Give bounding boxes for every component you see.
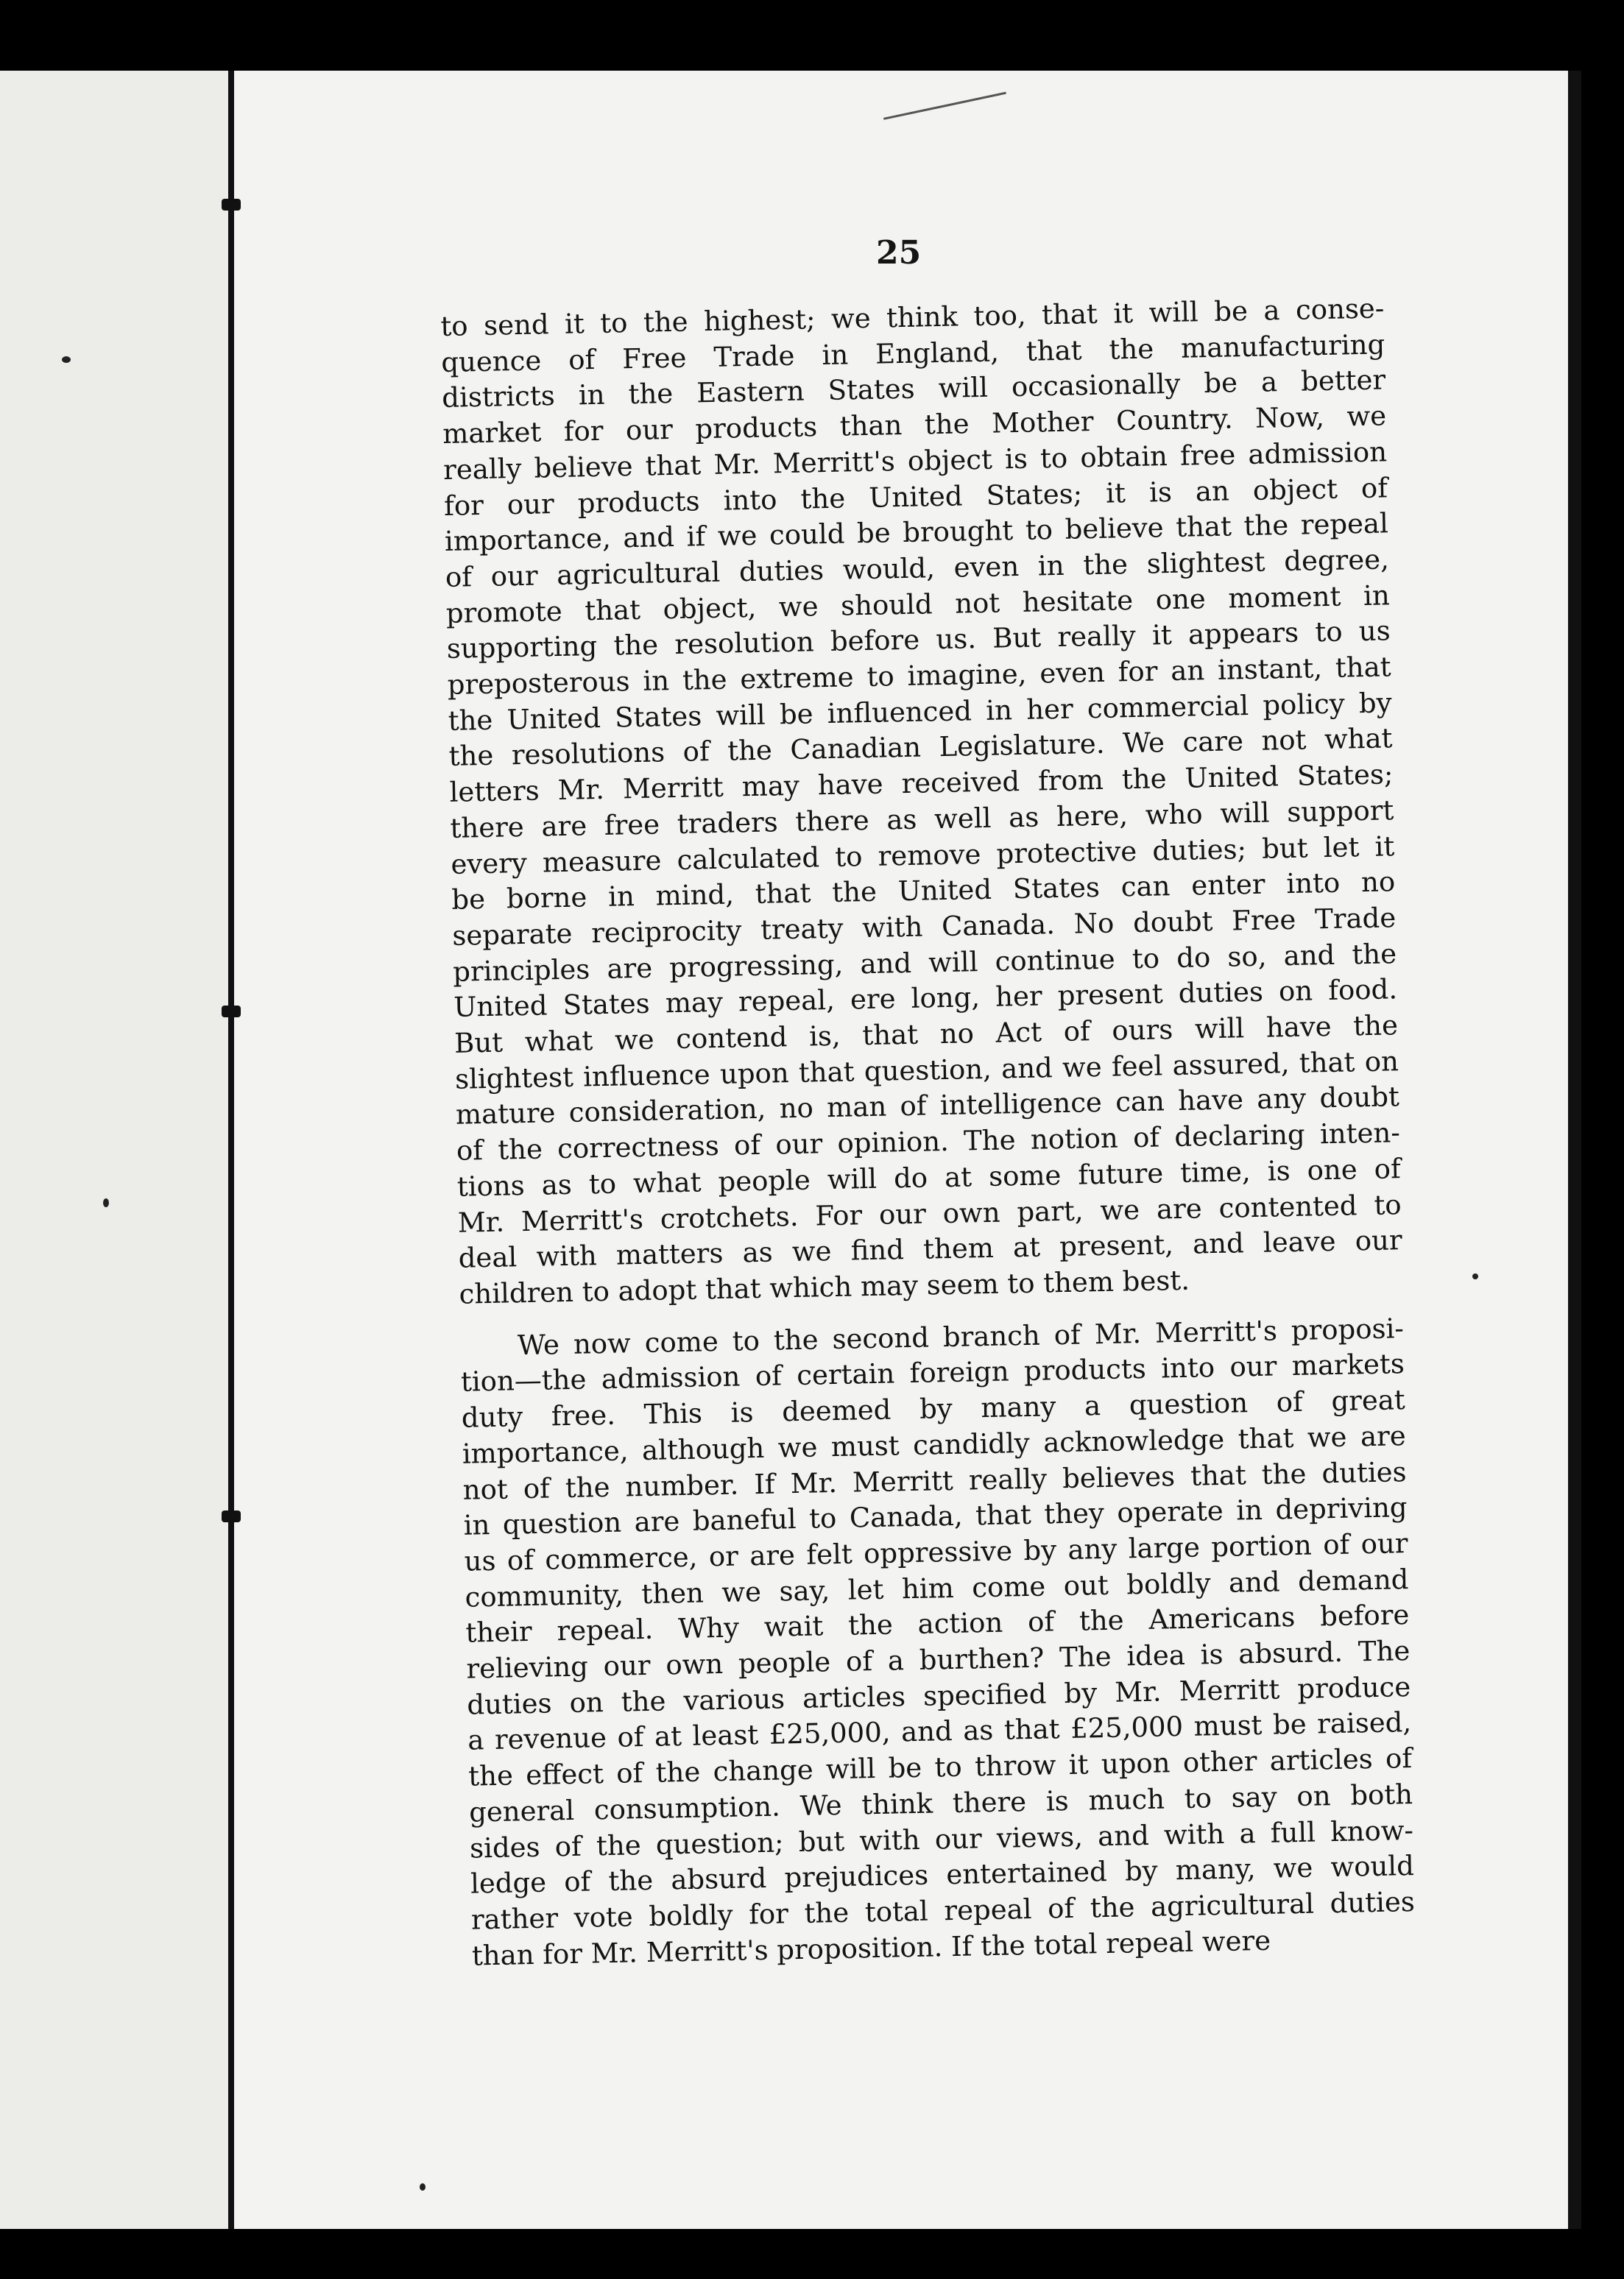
- binding-stitch: [222, 1006, 241, 1017]
- text-line: tions as to what people will do at some future time, is one of: [456, 1153, 1402, 1203]
- text-line: really believe that Mr. Merritt's object is to obtain free admission: [442, 436, 1388, 486]
- text-line: sides of the question; but with our views, and with a full know-: [469, 1814, 1414, 1865]
- text-line: the resolutions of the Canadian Legislature. We care not what: [448, 722, 1393, 773]
- text-line: every measure calculated to remove protective duties; but let it: [451, 830, 1395, 880]
- text-line: preposterous in the extreme to imagine, even for an instant, that: [447, 651, 1391, 701]
- ink-speck: [420, 2183, 426, 2191]
- text-line: ledge of the absurd prejudices entertained by many, we would: [470, 1850, 1415, 1900]
- text-line: market for our products than the Mother Country. Now, we: [442, 400, 1387, 451]
- text-line: importance, although we must candidly acknowledge that we are: [462, 1419, 1407, 1470]
- text-line: supporting the resolution before us. But really it appears to us: [446, 615, 1391, 665]
- text-line: children to adopt that which may seem to them best.: [459, 1264, 1190, 1310]
- text-line: United States may repeal, ere long, her present duties on food.: [453, 973, 1398, 1024]
- ink-speck: [1472, 1273, 1478, 1279]
- ink-speck: [103, 1198, 109, 1207]
- text-line: of the correctness of our opinion. The notion of declaring inten-: [456, 1117, 1401, 1167]
- paragraphs: [440, 291, 1416, 1974]
- text-line: quence of Free Trade in England, that the manufacturing: [440, 328, 1385, 378]
- text-line: But what we contend is, that no Act of ours will have the: [453, 1009, 1399, 1059]
- facing-page-edge: [0, 71, 234, 2229]
- text-line: the effect of the change will be to throw it upon other articles of: [467, 1742, 1413, 1792]
- book-binding: [228, 71, 234, 2229]
- text-line: be borne in mind, that the United States can enter into no: [451, 866, 1396, 916]
- text-line: community, then we say, let him come out boldly and demand: [465, 1563, 1409, 1614]
- text-line: deal with matters as we find them at present, and leave our: [458, 1224, 1402, 1275]
- text-line: relieving our own people of a burthen? The idea is absurd. The: [466, 1635, 1411, 1685]
- text-line: mature consideration, no man of intelligence can have any doubt: [455, 1081, 1400, 1131]
- text-line: not of the number. If Mr. Merritt really believes that the duties: [462, 1455, 1407, 1506]
- text-line: their repeal. Why wait the action of the Americans before: [465, 1599, 1410, 1649]
- text-line: duties on the various articles specified by Mr. Merritt produce: [466, 1670, 1411, 1721]
- text-line: there are free traders there as well as here, who will support: [450, 794, 1394, 844]
- paragraph: [440, 291, 1403, 1312]
- text-line: in question are baneful to Canada, that they operate in depriving: [463, 1491, 1408, 1541]
- page-body: [440, 291, 1416, 1974]
- text-line: general consumption. We think there is much to say on both: [468, 1778, 1413, 1829]
- text-line: a revenue of at least £25,000, and as that £25,000 must be raised,: [467, 1706, 1412, 1757]
- text-line: the United States will be influenced in her commercial policy by: [448, 687, 1392, 737]
- binding-stitch: [222, 199, 241, 211]
- text-line: us of commerce, or are felt oppressive by any large portion of our: [464, 1527, 1408, 1577]
- text-line: to send it to the highest; we think too, that it will be a conse-: [440, 292, 1385, 342]
- binding-stitch: [222, 1510, 241, 1522]
- page-number: 25: [876, 234, 922, 272]
- text-line: rather vote boldly for the total repeal of the agricultural duties: [470, 1885, 1416, 1936]
- paragraph: [460, 1311, 1416, 1974]
- text-line: We now come to the second branch of Mr. Merritt's proposi-: [517, 1312, 1405, 1361]
- text-line: importance, and if we could be brought to believe that the repeal: [444, 507, 1389, 558]
- page-right-edge: [1568, 71, 1581, 2229]
- text-line: districts in the Eastern States will occasionally be a better: [441, 364, 1386, 414]
- ink-speck: [62, 356, 71, 363]
- text-line: letters Mr. Merritt may have received from the United States;: [449, 758, 1394, 809]
- text-line: promote that object, we should not hesitate one moment in: [445, 579, 1391, 629]
- text-line: principles are progressing, and will continue to do so, and the: [452, 937, 1397, 988]
- text-line: than for Mr. Merritt's proposition. If the total repeal were: [471, 1924, 1271, 1972]
- text-line: tion—the admission of certain foreign products into our markets: [460, 1348, 1405, 1399]
- text-line: duty free. This is deemed by many a question of great: [461, 1384, 1406, 1434]
- text-line: separate reciprocity treaty with Canada. No doubt Free Trade: [451, 902, 1397, 952]
- text-line: slightest influence upon that question, and we feel assured, that on: [454, 1045, 1399, 1095]
- text-line: Mr. Merritt's crotchets. For our own part, we are contented to: [457, 1188, 1402, 1239]
- text-line: for our products into the United States; it is an object of: [443, 471, 1388, 522]
- text-line: of our agricultural duties would, even in the slightest degree,: [445, 543, 1390, 593]
